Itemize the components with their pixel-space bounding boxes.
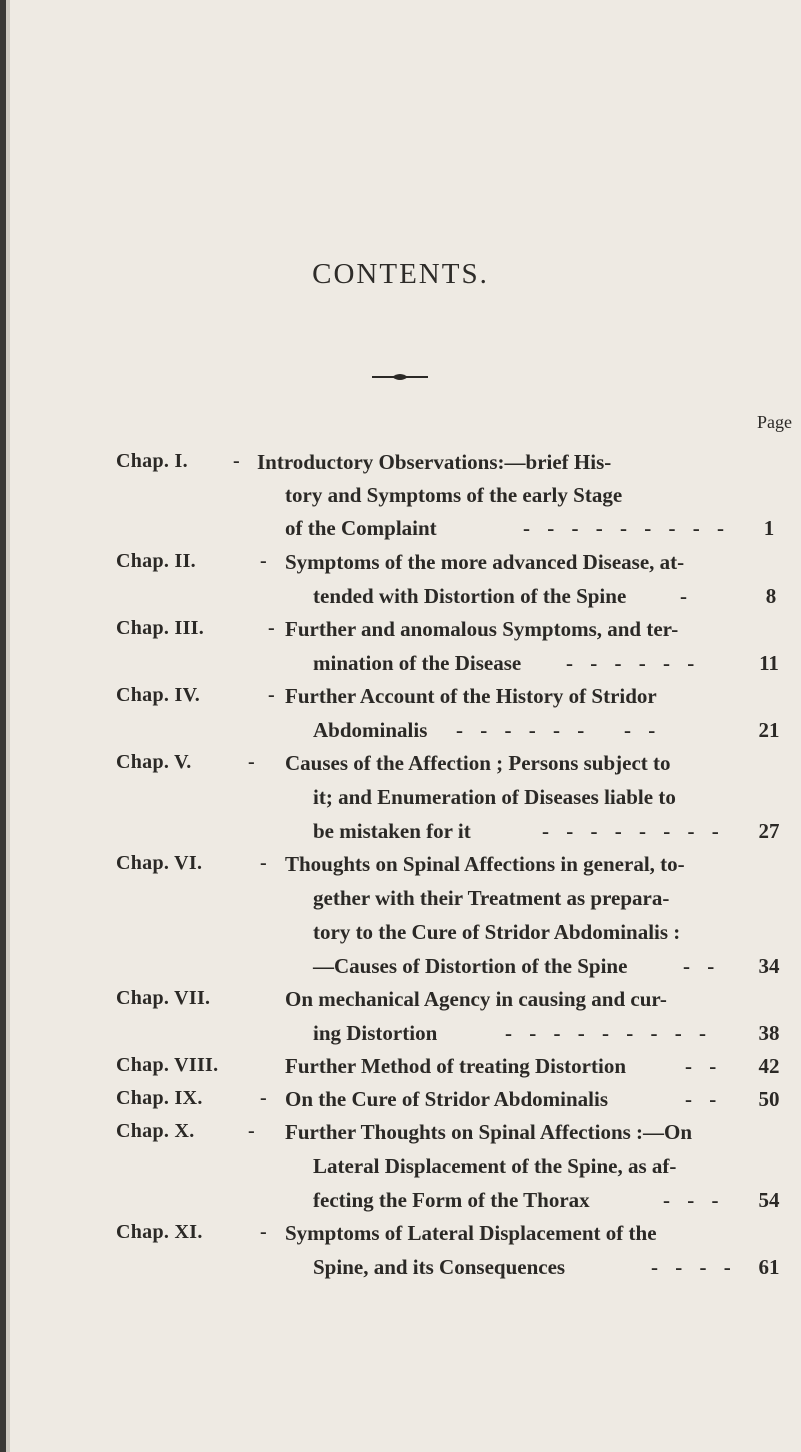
chapter-label: Chap. III. xyxy=(116,617,205,639)
entry-line: tory to the Cure of Stridor Abdominalis : xyxy=(313,920,681,944)
dot-leader: - - - - - - - - - xyxy=(523,516,730,540)
chapter-separator: - xyxy=(260,1221,267,1243)
chapter-label: Chap. VII. xyxy=(116,987,211,1009)
ornament-rule-icon xyxy=(370,369,430,385)
page-number: 61 xyxy=(758,1255,780,1279)
chapter-label: Chap. I. xyxy=(116,450,188,472)
page-number: 42 xyxy=(758,1054,780,1078)
page-binding-shadow xyxy=(6,0,10,1452)
dot-leader: - - - - - - - - xyxy=(542,819,725,843)
entry-line: On mechanical Agency in causing and cur- xyxy=(285,987,667,1011)
entry-line: be mistaken for it xyxy=(313,819,471,843)
entry-line: Further and anomalous Symptoms, and ter- xyxy=(285,617,679,641)
entry-line: tended with Distortion of the Spine xyxy=(313,584,627,608)
dot-leader: - - - - - - xyxy=(566,651,701,675)
entry-line: Spine, and its Consequences xyxy=(313,1255,566,1279)
entry-line: Further Thoughts on Spinal Affections :—On xyxy=(285,1120,693,1144)
chapter-separator: - xyxy=(260,550,267,572)
entry-line: Introductory Observations:—brief His- xyxy=(257,450,612,474)
entry-line: ing Distortion xyxy=(313,1021,438,1045)
chapter-label: Chap. X. xyxy=(116,1120,195,1142)
page-column-label: Page xyxy=(757,412,792,432)
chapter-separator: - xyxy=(260,852,267,874)
entry-line: On the Cure of Stridor Abdominalis xyxy=(285,1087,609,1111)
page-number: 1 xyxy=(763,516,775,540)
entry-line: Further Method of treating Distortion xyxy=(285,1054,627,1078)
chapter-label: Chap. IX. xyxy=(116,1087,203,1109)
chapter-separator: - xyxy=(233,450,240,472)
entry-line: of the Complaint xyxy=(285,516,437,540)
page-number: 21 xyxy=(758,718,780,742)
entry-line: mination of the Disease xyxy=(313,651,522,675)
page-number: 54 xyxy=(758,1188,780,1212)
page-number: 50 xyxy=(758,1087,780,1111)
chapter-label: Chap. VI. xyxy=(116,852,203,874)
dot-leader: - - - - - - - - - xyxy=(505,1021,712,1045)
page-number: 11 xyxy=(759,651,779,675)
page-number: 8 xyxy=(765,584,777,608)
page-number: 34 xyxy=(758,954,780,978)
dot-leader: - - xyxy=(683,954,721,978)
entry-line: Lateral Displacement of the Spine, as af- xyxy=(313,1154,677,1178)
entry-line: it; and Enumeration of Diseases liable to xyxy=(313,785,676,809)
entry-line: fecting the Form of the Thorax xyxy=(313,1188,590,1212)
dot-leader: - - - - xyxy=(651,1255,737,1279)
entry-line: —Causes of Distortion of the Spine xyxy=(313,954,628,978)
entry-line: Symptoms of Lateral Displacement of the xyxy=(285,1221,657,1245)
entry-line: tory and Symptoms of the early Stage xyxy=(285,483,623,507)
chapter-separator: - xyxy=(268,684,275,706)
page-title: CONTENTS. xyxy=(312,258,489,290)
chapter-separator: - xyxy=(248,1120,255,1142)
chapter-label: Chap. II. xyxy=(116,550,196,572)
dot-leader: - - xyxy=(685,1054,723,1078)
entry-line: gether with their Treatment as prepara- xyxy=(313,886,670,910)
entry-line: Further Account of the History of Stridor xyxy=(285,684,657,708)
entry-line: Thoughts on Spinal Affections in general, to- xyxy=(285,852,685,876)
chapter-separator: - xyxy=(248,751,255,773)
chapter-label: Chap. IV. xyxy=(116,684,201,706)
chapter-separator: - xyxy=(268,617,275,639)
chapter-label: Chap. VIII. xyxy=(116,1054,219,1076)
page-number: 27 xyxy=(758,819,780,843)
dot-leader: - - - xyxy=(663,1188,725,1212)
page-number: 38 xyxy=(758,1021,780,1045)
dot-leader: - xyxy=(680,584,693,608)
entry-line: Symptoms of the more advanced Disease, at- xyxy=(285,550,685,574)
entry-line: Causes of the Affection ; Persons subject to xyxy=(285,751,671,775)
entry-line: Abdominalis xyxy=(313,718,428,742)
dot-leader: - - - - - - - - xyxy=(456,718,662,742)
chapter-label: Chap. XI. xyxy=(116,1221,203,1243)
dot-leader: - - xyxy=(685,1087,723,1111)
chapter-label: Chap. V. xyxy=(116,751,192,773)
chapter-separator: - xyxy=(260,1087,267,1109)
